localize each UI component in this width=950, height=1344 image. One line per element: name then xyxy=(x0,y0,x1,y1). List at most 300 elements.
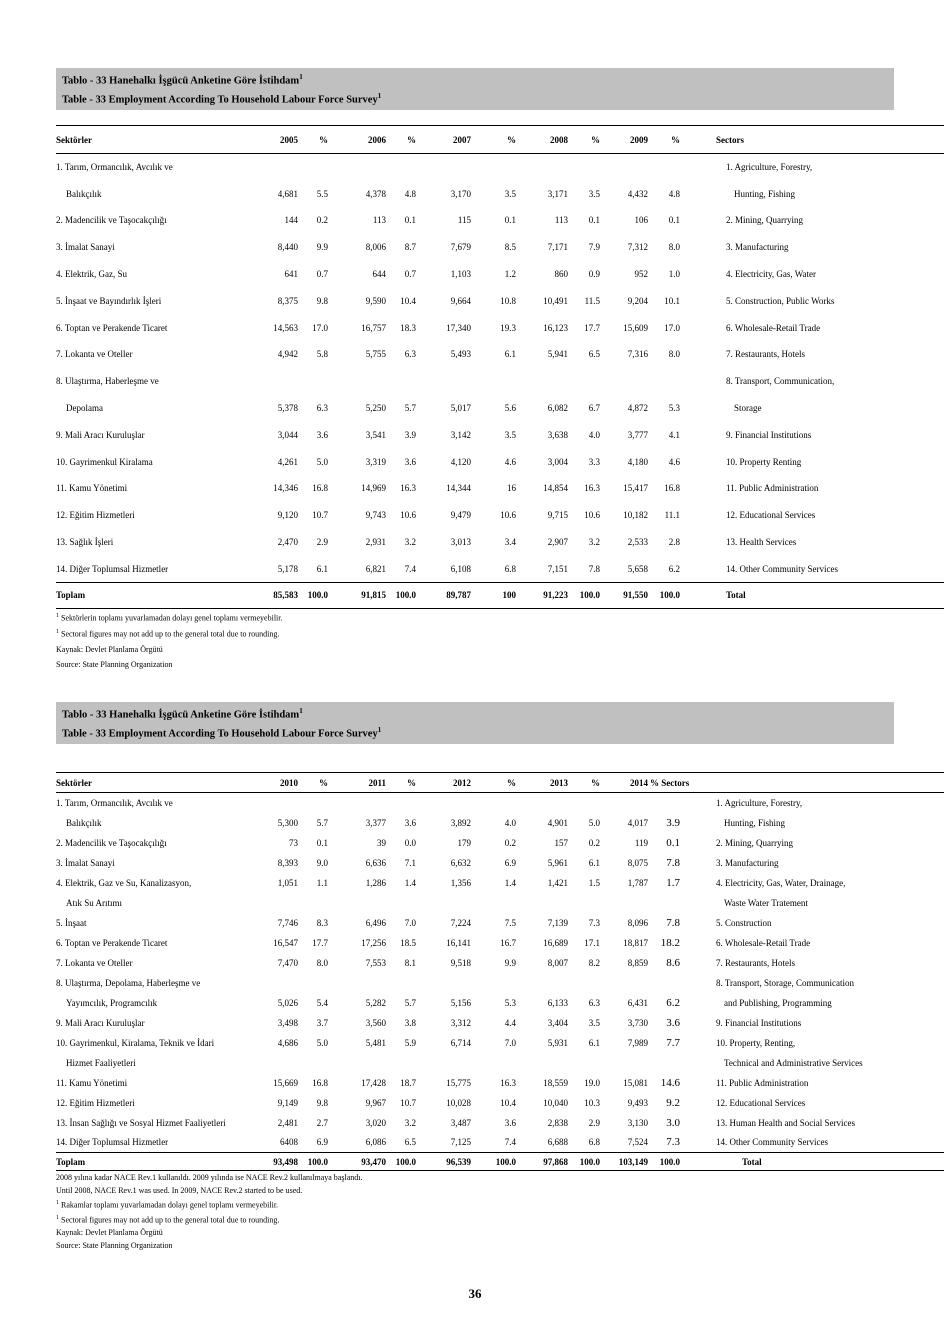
percent-value: 3.6 xyxy=(666,1016,680,1029)
percent-value: 8.0 xyxy=(316,957,328,968)
percent-value: 11.5 xyxy=(584,295,600,306)
employment-value: 7,679 xyxy=(450,242,471,253)
employment-value xyxy=(246,893,298,913)
table1-note-en: $^1$ Sectoral figures may not add up to the general total due to rounding. xyxy=(56,629,280,640)
employment-value xyxy=(328,368,386,395)
employment-value: 7,553 xyxy=(365,957,386,968)
table1-title-tr: Tablo - 33 Hanehalkı İşgücü Anketine Göre İstihdam$^1$ xyxy=(62,73,303,87)
table-header-row xyxy=(56,126,944,154)
employment-value: 7,316 xyxy=(627,349,648,360)
employment-value: 4,432 xyxy=(627,188,648,199)
percent-value xyxy=(386,368,416,395)
percent-value: 0.1 xyxy=(316,837,328,848)
column-header: % xyxy=(298,126,328,154)
sector-name-en: 13. Health Services xyxy=(726,537,797,548)
column-header: Sectors xyxy=(680,126,944,154)
employment-value xyxy=(600,368,648,395)
percent-value: 17.7 xyxy=(312,937,328,948)
column-header: 2005 xyxy=(246,126,298,154)
percent-value: 7.8 xyxy=(666,916,680,929)
percent-value: 0.1 xyxy=(404,215,416,226)
table-row xyxy=(56,1013,944,1033)
percent-value: 10.7 xyxy=(312,510,328,521)
employment-value: 6,431 xyxy=(627,997,648,1008)
employment-value xyxy=(516,1053,568,1073)
percent-value: 4.6 xyxy=(668,456,680,467)
percent-value xyxy=(648,793,680,813)
table-row xyxy=(56,853,944,873)
percent-value: 8.2 xyxy=(588,957,600,968)
employment-value: 3,377 xyxy=(365,817,386,828)
sector-name-tr: 8. Ulaştırma, Depolama, Haberleşme ve xyxy=(56,977,201,988)
employment-value: 1,103 xyxy=(450,269,471,280)
percent-value xyxy=(298,1053,328,1073)
employment-value: 14,969 xyxy=(361,483,386,494)
percent-value: 5.0 xyxy=(316,456,328,467)
sector-name-en: 1. Agriculture, Forestry, xyxy=(726,162,813,173)
total-value: 96,539 xyxy=(416,1153,471,1171)
total-value: 91,815 xyxy=(328,582,386,608)
percent-value: 3.2 xyxy=(588,537,600,548)
sector-name-tr: Hizmet Faaliyetleri xyxy=(66,1057,136,1068)
sector-name-en: 11. Public Administration xyxy=(726,483,819,494)
employment-value xyxy=(600,893,648,913)
percent-value: 3.9 xyxy=(666,816,680,829)
sector-name-tr: 4. Elektrik, Gaz, Su xyxy=(56,269,127,280)
employment-value: 1,356 xyxy=(450,877,471,888)
table2-title-tr: Tablo - 33 Hanehalkı İşgücü Anketine Göre İstihdam$^1$ xyxy=(62,707,303,721)
employment-value: 5,961 xyxy=(547,857,568,868)
employment-value: 9,493 xyxy=(627,1097,648,1108)
sector-name-tr: 7. Lokanta ve Oteller xyxy=(56,349,133,360)
percent-value: 3.6 xyxy=(316,429,328,440)
total-label-tr: Toplam xyxy=(56,582,246,608)
percent-value: 4.8 xyxy=(668,188,680,199)
percent-value xyxy=(386,973,416,993)
table2-note-en: $^1$ Sectoral figures may not add up to the general total due to rounding. xyxy=(56,1214,280,1225)
sector-name-en: 3. Manufacturing xyxy=(726,242,789,253)
percent-value: 16.3 xyxy=(584,483,600,494)
employment-value: 7,312 xyxy=(627,242,648,253)
percent-value xyxy=(386,793,416,813)
employment-value xyxy=(600,1053,648,1073)
percent-value: 16.7 xyxy=(500,937,516,948)
percent-value: 16.8 xyxy=(664,483,680,494)
table-row xyxy=(56,933,944,953)
sector-name-tr: 5. İnşaat ve Bayındırlık İşleri xyxy=(56,295,162,306)
employment-value: 106 xyxy=(634,215,648,226)
percent-value: 5.5 xyxy=(316,188,328,199)
table-row xyxy=(56,207,944,234)
percent-value: 8.6 xyxy=(666,956,680,969)
employment-value: 3,142 xyxy=(450,429,471,440)
sector-name-en: 5. Construction, Public Works xyxy=(726,295,835,306)
table1-notes xyxy=(56,609,894,672)
percent-value: 0.2 xyxy=(504,837,516,848)
employment-value: 14,854 xyxy=(543,483,568,494)
sector-name-tr: 9. Mali Aracı Kuruluşlar xyxy=(56,1017,145,1028)
employment-value: 1,051 xyxy=(277,877,298,888)
employment-value xyxy=(416,368,471,395)
table1-note-tr: $^1$ Sektörlerin toplamı yuvarlamadan dolayı genel toplamı vermeyebilir. xyxy=(56,612,283,623)
employment-value: 9,743 xyxy=(365,510,386,521)
percent-value: 4.0 xyxy=(504,817,516,828)
employment-value: 8,007 xyxy=(547,957,568,968)
employment-value: 3,013 xyxy=(450,537,471,548)
percent-value: 10.6 xyxy=(400,510,416,521)
table-row xyxy=(56,368,944,395)
percent-value xyxy=(648,973,680,993)
table-row xyxy=(56,1133,944,1153)
percent-value: 6.1 xyxy=(588,857,600,868)
sector-name-tr: 4. Elektrik, Gaz ve Su, Kanalizasyon, xyxy=(56,877,192,888)
employment-value: 5,658 xyxy=(627,563,648,574)
employment-value xyxy=(328,154,386,181)
sector-name-en: 7. Restaurants, Hotels xyxy=(726,349,805,360)
employment-value: 8,859 xyxy=(627,957,648,968)
employment-value: 9,967 xyxy=(365,1097,386,1108)
employment-value xyxy=(246,973,298,993)
sector-name-tr: Balıkçılık xyxy=(66,817,102,828)
table-row xyxy=(56,1093,944,1113)
percent-value: 10.8 xyxy=(500,295,516,306)
table-row xyxy=(56,1033,944,1053)
column-header: % xyxy=(471,126,516,154)
employment-value: 6,108 xyxy=(450,563,471,574)
percent-value: 6.1 xyxy=(316,563,328,574)
sector-name-tr: 3. İmalat Sanayi xyxy=(56,857,115,868)
percent-value xyxy=(386,893,416,913)
sector-name-tr: 12. Eğitim Hizmetleri xyxy=(56,510,135,521)
percent-value: 5.6 xyxy=(504,403,516,414)
percent-value: 3.8 xyxy=(404,1017,416,1028)
employment-value xyxy=(600,973,648,993)
employment-value: 5,481 xyxy=(365,1037,386,1048)
percent-value: 4.4 xyxy=(504,1017,516,1028)
employment-value: 3,312 xyxy=(450,1017,471,1028)
employment-value: 16,141 xyxy=(446,937,471,948)
sector-name-en: 5. Construction xyxy=(716,917,772,928)
sector-name-tr: 13. Sağlık İşleri xyxy=(56,537,114,548)
employment-value: 7,989 xyxy=(627,1037,648,1048)
table-row xyxy=(56,993,944,1013)
sector-name-tr: 10. Gayrimenkul, Kiralama, Teknik ve İdari xyxy=(56,1037,215,1048)
employment-value: 18,559 xyxy=(543,1077,568,1088)
column-header: 2008 xyxy=(516,126,568,154)
percent-value: 6.3 xyxy=(316,403,328,414)
employment-value: 7,470 xyxy=(277,957,298,968)
percent-value xyxy=(471,893,516,913)
percent-value xyxy=(471,368,516,395)
employment-value: 3,777 xyxy=(627,429,648,440)
sector-name-en: 10. Property Renting xyxy=(726,456,802,467)
percent-value xyxy=(568,154,600,181)
employment-value: 4,872 xyxy=(627,403,648,414)
percent-value: 18.5 xyxy=(400,937,416,948)
table-row xyxy=(56,287,944,314)
employment-value: 644 xyxy=(372,269,386,280)
percent-value: 3.6 xyxy=(404,456,416,467)
column-header: % xyxy=(298,773,328,793)
employment-value: 3,171 xyxy=(547,188,568,199)
table2 xyxy=(56,772,944,1171)
employment-value: 2,533 xyxy=(627,537,648,548)
sector-name-tr: 11. Kamu Yönetimi xyxy=(56,1077,128,1088)
table-row xyxy=(56,813,944,833)
employment-value: 9,590 xyxy=(365,295,386,306)
total-value: 103,149 xyxy=(600,1153,648,1171)
table2-nace-en: Until 2008, NACE Rev.1 was used. In 2009, NACE Rev.2 started to be used. xyxy=(56,1186,303,1195)
percent-value: 6.5 xyxy=(588,349,600,360)
employment-value: 14,346 xyxy=(273,483,298,494)
percent-value: 3.2 xyxy=(404,537,416,548)
employment-value: 3,130 xyxy=(627,1117,648,1128)
table-row xyxy=(56,234,944,261)
percent-value: 0.1 xyxy=(668,215,680,226)
employment-value xyxy=(416,154,471,181)
employment-value: 7,224 xyxy=(450,917,471,928)
employment-value: 10,028 xyxy=(446,1097,471,1108)
total-value: 91,550 xyxy=(600,582,648,608)
employment-value xyxy=(246,793,298,813)
employment-value: 4,017 xyxy=(627,817,648,828)
employment-value: 3,004 xyxy=(547,456,568,467)
employment-value: 5,931 xyxy=(547,1037,568,1048)
employment-value xyxy=(416,793,471,813)
percent-value: 18.3 xyxy=(400,322,416,333)
employment-value: 4,180 xyxy=(627,456,648,467)
percent-value: 8.3 xyxy=(316,917,328,928)
column-header: % Sectors xyxy=(648,773,944,793)
table-row xyxy=(56,893,944,913)
percent-value: 6.3 xyxy=(588,997,600,1008)
sector-name-tr: 10. Gayrimenkul Kiralama xyxy=(56,456,153,467)
employment-value: 6,714 xyxy=(450,1037,471,1048)
percent-value: 17.7 xyxy=(584,322,600,333)
table-row xyxy=(56,395,944,422)
employment-value: 10,182 xyxy=(623,510,648,521)
sector-name-tr: Yayımcılık, Programcılık xyxy=(66,997,158,1008)
percent-value: 5.3 xyxy=(504,997,516,1008)
percent-value xyxy=(648,154,680,181)
percent-value: 16.3 xyxy=(400,483,416,494)
employment-value: 3,044 xyxy=(277,429,298,440)
employment-value: 2,907 xyxy=(547,537,568,548)
total-label-tr: Toplam xyxy=(56,1153,246,1171)
employment-value: 8,075 xyxy=(627,857,648,868)
employment-value: 860 xyxy=(554,269,568,280)
employment-value: 3,730 xyxy=(627,1017,648,1028)
sector-name-en: 11. Public Administration xyxy=(716,1077,809,1088)
employment-value: 16,757 xyxy=(361,322,386,333)
employment-value: 3,892 xyxy=(450,817,471,828)
sector-name-tr: 1. Tarım, Ormancılık, Avcılık ve xyxy=(56,162,173,173)
total-value: 91,223 xyxy=(516,582,568,608)
percent-value: 3.4 xyxy=(504,537,516,548)
percent-value xyxy=(298,893,328,913)
sector-name-en: Hunting, Fishing xyxy=(724,817,786,828)
employment-value: 3,020 xyxy=(365,1117,386,1128)
page-number: 36 xyxy=(468,1286,482,1301)
sector-name-en: 3. Manufacturing xyxy=(716,857,779,868)
percent-value: 16.3 xyxy=(500,1077,516,1088)
sector-name-en: 1. Agriculture, Forestry, xyxy=(716,797,803,808)
percent-value: 8.0 xyxy=(668,242,680,253)
percent-value: 16.8 xyxy=(312,483,328,494)
percent-value: 3.5 xyxy=(588,1017,600,1028)
employment-value: 6,821 xyxy=(365,563,386,574)
sector-name-en: 8. Transport, Communication, xyxy=(726,376,835,387)
table-total-row xyxy=(56,582,944,608)
percent-value: 1.1 xyxy=(316,877,328,888)
table-row xyxy=(56,261,944,288)
employment-value: 73 xyxy=(289,837,298,848)
employment-value: 8,006 xyxy=(365,242,386,253)
percent-value: 10.3 xyxy=(584,1097,600,1108)
employment-value: 15,775 xyxy=(446,1077,471,1088)
percent-value: 7.1 xyxy=(404,857,416,868)
table2-note-tr: $^1$ Rakamlar toplamı yuvarlamadan dolayı genel toplamı vermeyebilir. xyxy=(56,1200,279,1210)
percent-value: 14.6 xyxy=(660,1076,680,1089)
employment-value: 9,149 xyxy=(277,1097,298,1108)
column-header: 2010 xyxy=(246,773,298,793)
total-value: 100.0 xyxy=(568,1153,600,1171)
percent-value: 3.2 xyxy=(404,1117,416,1128)
percent-value: 10.7 xyxy=(400,1097,416,1108)
sector-name-en: 12. Educational Services xyxy=(726,510,816,521)
employment-value: 14,563 xyxy=(273,322,298,333)
sector-name-en: 13. Human Health and Social Services xyxy=(716,1117,855,1128)
percent-value: 4.0 xyxy=(588,429,600,440)
sector-name-en: and Publishing, Programming xyxy=(724,997,832,1008)
employment-value: 157 xyxy=(554,837,568,848)
percent-value: 1.0 xyxy=(668,269,680,280)
employment-value: 3,170 xyxy=(450,188,471,199)
table2-notes xyxy=(56,1171,894,1252)
employment-value: 6,688 xyxy=(547,1137,568,1148)
table-row xyxy=(56,314,944,341)
column-header: 2007 xyxy=(416,126,471,154)
table-row xyxy=(56,793,944,813)
sector-name-en: 14. Other Community Services xyxy=(716,1137,828,1148)
total-value: 100.0 xyxy=(471,1153,516,1171)
column-header: % xyxy=(568,126,600,154)
percent-value: 6.9 xyxy=(316,1137,328,1148)
employment-value: 17,256 xyxy=(361,937,386,948)
percent-value: 8.7 xyxy=(404,242,416,253)
sector-name-tr: 13. İnsan Sağlığı ve Sosyal Hizmet Faaliyetleri xyxy=(56,1117,226,1128)
percent-value: 0.1 xyxy=(666,836,680,849)
percent-value: 19.0 xyxy=(584,1077,600,1088)
employment-value: 7,171 xyxy=(547,242,568,253)
employment-value: 7,139 xyxy=(547,917,568,928)
percent-value: 1.5 xyxy=(588,877,600,888)
employment-value: 16,123 xyxy=(543,322,568,333)
employment-value: 2,838 xyxy=(547,1117,568,1128)
percent-value: 6.2 xyxy=(668,563,680,574)
total-value: 100 xyxy=(471,582,516,608)
percent-value xyxy=(298,368,328,395)
sector-name-en: Hunting, Fishing xyxy=(734,188,796,199)
percent-value: 3.7 xyxy=(316,1017,328,1028)
employment-value: 6,133 xyxy=(547,997,568,1008)
percent-value: 2.8 xyxy=(668,537,680,548)
sector-name-tr: 6. Toptan ve Perakende Ticaret xyxy=(56,322,168,333)
employment-value: 5,178 xyxy=(277,563,298,574)
percent-value: 0.9 xyxy=(588,269,600,280)
percent-value: 16.8 xyxy=(312,1077,328,1088)
employment-value: 113 xyxy=(554,215,568,226)
employment-value: 952 xyxy=(634,269,648,280)
percent-value: 1.4 xyxy=(404,877,416,888)
percent-value: 0.2 xyxy=(316,215,328,226)
percent-value: 7.3 xyxy=(588,917,600,928)
column-header: % xyxy=(471,773,516,793)
employment-value: 7,125 xyxy=(450,1137,471,1148)
employment-value: 119 xyxy=(634,837,648,848)
employment-value: 4,261 xyxy=(277,456,298,467)
percent-value xyxy=(568,793,600,813)
percent-value xyxy=(471,1053,516,1073)
employment-value: 6,086 xyxy=(365,1137,386,1148)
sector-name-tr: 14. Diğer Toplumsal Hizmetler xyxy=(56,1137,169,1148)
table-row xyxy=(56,913,944,933)
total-value: 100.0 xyxy=(298,1153,328,1171)
total-value: 100.0 xyxy=(298,582,328,608)
sector-name-tr: 12. Eğitim Hizmetleri xyxy=(56,1097,135,1108)
employment-value xyxy=(600,154,648,181)
employment-value: 6408 xyxy=(280,1137,298,1148)
percent-value xyxy=(648,1053,680,1073)
table-row xyxy=(56,341,944,368)
sector-name-en: 9. Financial Institutions xyxy=(726,429,812,440)
column-header: % xyxy=(386,126,416,154)
percent-value: 10.4 xyxy=(400,295,416,306)
sector-name-tr: 2. Madencilik ve Taşocakçılığı xyxy=(56,215,167,226)
percent-value: 5.7 xyxy=(316,817,328,828)
table-row xyxy=(56,973,944,993)
percent-value: 5.7 xyxy=(404,403,416,414)
percent-value: 6.9 xyxy=(504,857,516,868)
employment-value xyxy=(328,1053,386,1073)
percent-value: 7.9 xyxy=(588,242,600,253)
percent-value xyxy=(568,368,600,395)
employment-value: 8,375 xyxy=(277,295,298,306)
sector-name-tr: 7. Lokanta ve Oteller xyxy=(56,957,133,968)
percent-value: 8.1 xyxy=(404,957,416,968)
employment-value: 5,250 xyxy=(365,403,386,414)
percent-value xyxy=(568,973,600,993)
sector-name-tr: 9. Mali Aracı Kuruluşlar xyxy=(56,429,145,440)
employment-value: 39 xyxy=(377,837,386,848)
percent-value: 0.1 xyxy=(588,215,600,226)
percent-value: 9.8 xyxy=(316,295,328,306)
employment-value: 17,428 xyxy=(361,1077,386,1088)
sector-name-en: 10. Property, Renting, xyxy=(716,1037,796,1048)
employment-value: 113 xyxy=(372,215,386,226)
employment-value: 179 xyxy=(457,837,471,848)
employment-value: 6,082 xyxy=(547,403,568,414)
table-row xyxy=(56,421,944,448)
sector-name-en: Waste Water Tratement xyxy=(724,897,808,908)
employment-value: 3,638 xyxy=(547,429,568,440)
employment-value: 6,632 xyxy=(450,857,471,868)
table-row xyxy=(56,180,944,207)
percent-value: 5.9 xyxy=(404,1037,416,1048)
percent-value: 1.2 xyxy=(504,269,516,280)
percent-value: 0.7 xyxy=(316,269,328,280)
total-label-en: Total xyxy=(680,1153,944,1171)
